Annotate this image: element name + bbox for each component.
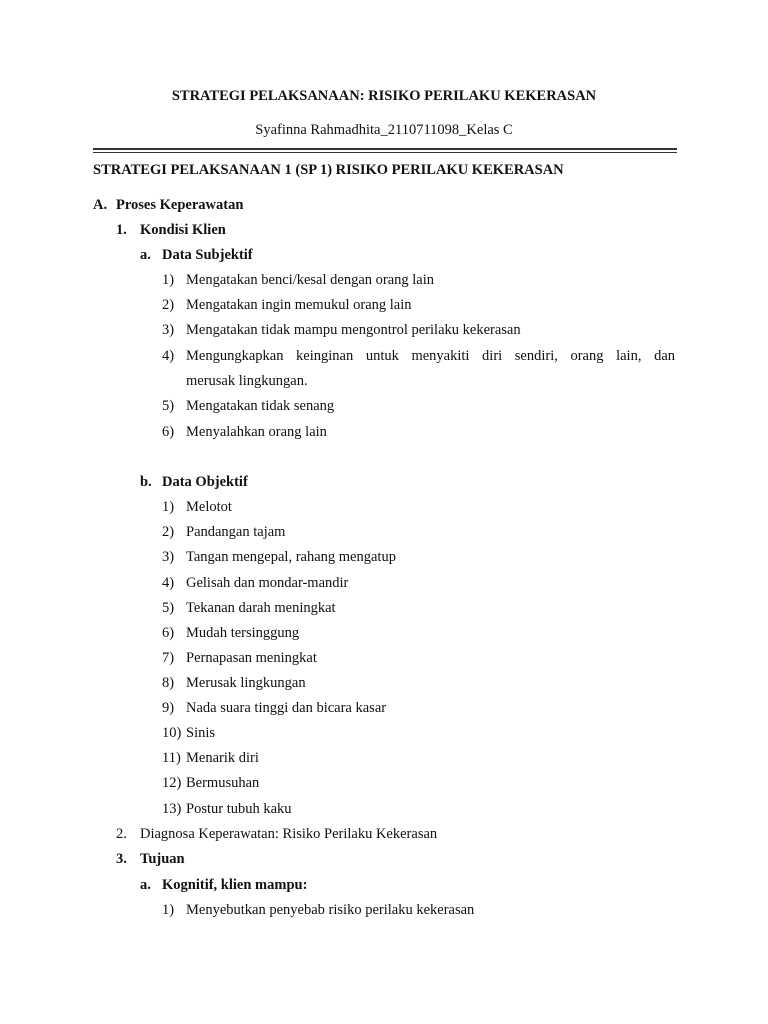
list-item: Menyebutkan penyebab risiko perilaku kekerasan — [186, 902, 475, 918]
list-item: Melotot — [186, 499, 232, 515]
list-item-number: 1) — [162, 499, 175, 515]
list-item-number: 3) — [162, 549, 175, 565]
list-item: Postur tubuh kaku — [186, 801, 292, 817]
list-item: Merusak lingkungan — [186, 675, 306, 691]
sub-b-label: Data Objektif — [162, 474, 248, 490]
list-item-number: 1) — [162, 902, 175, 918]
item-1-marker: 1. — [116, 222, 127, 238]
list-item-number: 4) — [162, 348, 175, 364]
list-item-number: 2) — [162, 524, 175, 540]
list-item: Menarik diri — [186, 750, 259, 766]
list-item-number: 2) — [162, 297, 175, 313]
sub-a-label: Data Subjektif — [162, 247, 253, 263]
list-item: Bermusuhan — [186, 775, 260, 791]
list-item: Tekanan darah meningkat — [186, 600, 336, 616]
list-item: Pernapasan meningkat — [186, 650, 317, 666]
list-item: Mengatakan ingin memukul orang lain — [186, 297, 412, 313]
list-item: Mengatakan tidak senang — [186, 398, 335, 414]
header-rule-thin — [93, 152, 677, 153]
sub-b-marker: b. — [140, 474, 152, 490]
list-item: Gelisah dan mondar-mandir — [186, 575, 349, 591]
list-item: Tangan mengepal, rahang mengatup — [186, 549, 396, 565]
list-item: Nada suara tinggi dan bicara kasar — [186, 700, 387, 716]
header-rule-thick — [93, 148, 677, 150]
item-2-marker: 2. — [116, 826, 127, 842]
sub-a-marker: a. — [140, 247, 151, 263]
list-item-number: 1) — [162, 272, 175, 288]
list-item-number: 6) — [162, 625, 175, 641]
author-line: Syafinna Rahmadhita_2110711098_Kelas C — [255, 122, 513, 138]
list-item-number: 3) — [162, 322, 175, 338]
list-item-number: 8) — [162, 675, 175, 691]
list-item-number: 12) — [162, 775, 182, 791]
list-item-number: 5) — [162, 398, 175, 414]
list-item-number: 4) — [162, 575, 175, 591]
list-item-number: 13) — [162, 801, 182, 817]
list-item: Mudah tersinggung — [186, 625, 300, 641]
list-item-number: 10) — [162, 725, 182, 741]
list-item-number: 6) — [162, 424, 175, 440]
section-a-marker: A. — [93, 197, 108, 213]
item-3-marker: 3. — [116, 851, 127, 867]
sub-3a-marker: a. — [140, 877, 151, 893]
list-item: Pandangan tajam — [186, 524, 286, 540]
list-item-number: 7) — [162, 650, 175, 666]
list-item-number: 9) — [162, 700, 175, 716]
list-item: Mengungkapkan keinginan untuk menyakiti diri sendiri, orang lain, dan — [186, 348, 675, 364]
sub-3a-label: Kognitif, klien mampu: — [162, 877, 308, 893]
section-a-label: Proses Keperawatan — [116, 197, 244, 213]
item-3-label: Tujuan — [140, 851, 185, 867]
list-item: Mengatakan benci/kesal dengan orang lain — [186, 272, 435, 288]
list-item: Menyalahkan orang lain — [186, 424, 327, 440]
list-item-continuation: merusak lingkungan. — [186, 373, 308, 389]
list-item-number: 5) — [162, 600, 175, 616]
list-item: Mengatakan tidak mampu mengontrol perilaku kekerasan — [186, 322, 521, 338]
document-title: STRATEGI PELAKSANAAN: RISIKO PERILAKU KEKERASAN — [171, 88, 597, 104]
list-item-number: 11) — [162, 750, 181, 766]
item-2-label: Diagnosa Keperawatan: Risiko Perilaku Kekerasan — [140, 826, 438, 842]
list-item: Sinis — [186, 725, 216, 741]
sp-heading: STRATEGI PELAKSANAAN 1 (SP 1) RISIKO PERILAKU KEKERASAN — [93, 162, 564, 178]
item-1-label: Kondisi Klien — [140, 222, 226, 238]
